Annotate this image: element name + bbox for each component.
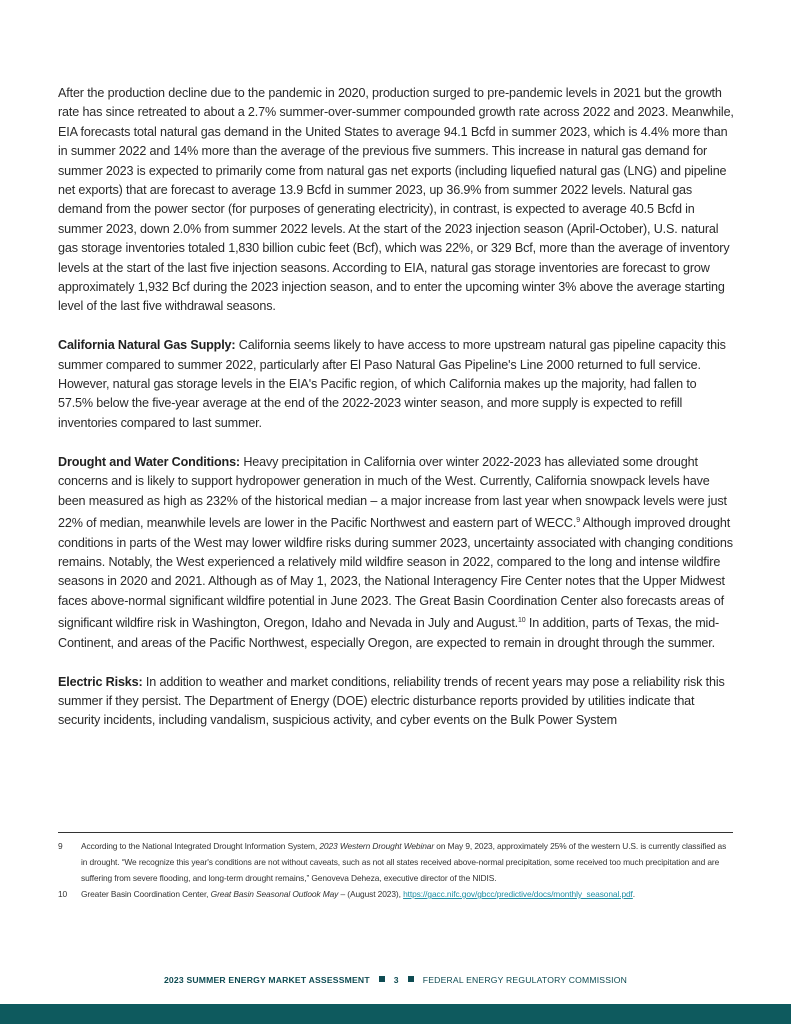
footnote-9: 9 According to the National Integrated Drought Information System, 2023 Western Drought Webinar on May 9, 2023, approximately 25% of the western U.S. is currently classified as in drought. “We recognize this year's conditions are not without caveats, such as not all states received above-normal precipitation, some received too much precipitation and are suffering from severe flooding, and long-term drought remains,” Genoveva Deheza, executive director of the NIDIS.: [58, 841, 727, 883]
footnote-divider: [58, 832, 733, 833]
separator-square-icon: [408, 976, 414, 982]
footnotes: [58, 838, 733, 902]
heading-drought: Drought and Water Conditions:: [58, 454, 240, 469]
separator-square-icon: [379, 976, 385, 982]
heading-california-gas: California Natural Gas Supply:: [58, 338, 236, 353]
bottom-accent-bar: [0, 1004, 791, 1024]
footnote-ref-10[interactable]: 10: [518, 617, 526, 625]
paragraph-production: After the production decline due to the pandemic in 2020, production surged to pre-pandemic levels in 2021 but the growth rate has since retreated to about a 2.7% summer-over-summer compounded growth rate across 2022 and 2023. Meanwhile, EIA forecasts total natural gas demand in the United States to average 94.1 Bcfd in summer 2023, which is 4.4% more than in summer 2022 and 14% more than the average of the previous five summers. This increase in natural gas demand for summer 2023 is expected to primarily come from natural gas net exports (including liquefied natural gas (LNG) and pipeline net exports) that are forecast to average 13.9 Bcfd in summer 2023, up 36.9% from summer 2022 levels. Natural gas demand from the power sector (for purposes of generating electricity), in contrast, is expected to average 40.5 Bcfd in summer 2023, down 2.0% from summer 2022 levels. At the start of the 2023 injection season (April-October), U.S. natural gas storage inventories totaled 1,830 billion cubic feet (Bcf), which was 22%, or 329 Bcf, more than the average of inventory levels at the start of the last five injection seasons. According to EIA, natural gas storage inventories are forecast to grow approximately 1,932 Bcf during the 2023 injection season, and to enter the upcoming winter 3% above the average starting level of the last five withdrawal seasons.: [58, 86, 734, 314]
page-footer: [0, 975, 791, 985]
heading-electric-risks: Electric Risks:: [58, 674, 143, 689]
outlook-title: Great Basin Seasonal Outlook May: [210, 889, 339, 899]
report-title: 2023 SUMMER ENERGY MARKET ASSESSMENT: [163, 975, 370, 985]
paragraph-california-gas: California Natural Gas Supply: California seems likely to have access to more upstream natural gas pipeline capacity this summer compared to summer 2022, particularly after El Paso Natural Gas Pipeline's Line 2000 returned to full service. However, natural gas storage levels in the EIA's Pacific region, of which California makes up the majority, had fallen to 57.5% below the five-year average at the end of the 2022-2023 winter season, and more supply is expected to refill inventories compared to last summer.: [58, 338, 726, 430]
page-number: 3: [393, 975, 399, 985]
paragraph-drought: Drought and Water Conditions: Heavy precipitation in California over winter 2022-2023 has alleviated some drought concerns and is likely to support hydropower generation in much of the West. Currently, California snowpack levels have been measured as high as 232% of the historical median – a major increase from last year when snowpack levels were just 22% of median, meanwhile levels are lower in the Pacific Northwest and eastern part of WECC.$^9$ Although improved drought conditions in parts of the West may lower wildfire risks during summer 2023, uncertainty associated with changing conditions remains. Notably, the West experienced a relatively mild wildfire season in 2022, compared to the long and intense wildfire seasons in 2020 and 2021. Although as of May 1, 2023, the National Interagency Fire Center notes that the Upper Midwest faces above-normal significant wildfire potential in June 2023. The Great Basin Coordination Center also forecasts areas of significant wildfire risk in Washington, Oregon, Idaho and Nevada in July and August.$^{10}$ In addition, parts of Texas, the mid-Continent, and areas of the Pacific Northwest, especially Oregon, are expected to remain in drought through the summer.: [58, 454, 733, 650]
paragraph-electric-risks: Electric Risks: In addition to weather and market conditions, reliability trends of recent years may pose a reliability risk this summer if they persist. The Department of Energy (DOE) electric disturbance reports provided by utilities indicate that security incidents, including vandalism, suspicious activity, and cyber events on the Bulk Power System: [58, 674, 725, 728]
footnote-10: 10 Greater Basin Coordination Center, Great Basin Seasonal Outlook May – (August 2023), https://gacc.nifc.gov/gbcc/predictive/docs/monthly_seasonal.pdf.: [58, 889, 636, 899]
agency-name: FEDERAL ENERGY REGULATORY COMMISSION: [422, 975, 628, 985]
webinar-title: 2023 Western Drought Webinar: [319, 841, 435, 851]
main-body: [58, 84, 734, 750]
footnote-ref-9[interactable]: 9: [576, 516, 580, 524]
gbcc-outlook-link[interactable]: https://gacc.nifc.gov/gbcc/predictive/docs/monthly_seasonal.pdf: [403, 889, 633, 899]
